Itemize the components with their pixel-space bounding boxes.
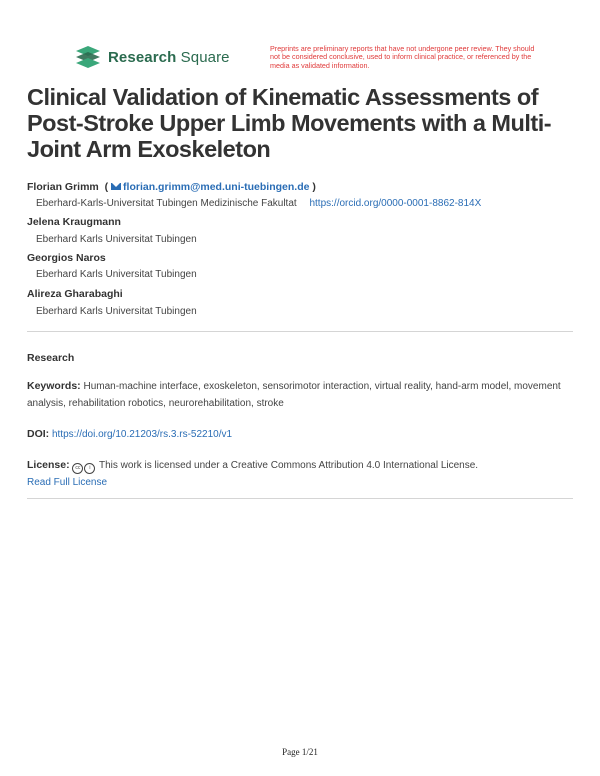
author-1-affiliation-row — [36, 198, 576, 209]
author-4-affiliation: Eberhard Karls Universitat Tubingen — [36, 306, 197, 317]
license-text: This work is licensed under a Creative Commons Attribution 4.0 International License. — [99, 460, 479, 471]
author-3-name: Georgios Naros — [27, 252, 106, 264]
author-1-email-link[interactable]: florian.grimm@med.uni-tuebingen.de — [123, 181, 310, 193]
author-1-name: Florian Grimm — [27, 181, 99, 193]
logo-text-square: Square — [180, 48, 230, 66]
article-type: Research — [27, 352, 75, 364]
logo-text-research: Research — [108, 48, 177, 66]
paper-title: Clinical Validation of Kinematic Assessments of Post-Stroke Upper Limb Movements with a Multi-Joint Arm Exoskeleton — [27, 84, 552, 162]
preprint-notice: Preprints are preliminary reports that have not undergone peer review. They should not be considered conclusive, used to inform clinical practice, or referenced by the media as validated information. — [270, 44, 535, 70]
author-1-affiliation: Eberhard-Karls-Universitat Tubingen Medizinische Fakultat — [36, 198, 297, 209]
keywords — [27, 378, 567, 412]
license — [27, 457, 567, 491]
author-2-name: Jelena Kraugmann — [27, 216, 121, 228]
author-4-name: Alireza Gharabaghi — [27, 288, 123, 300]
page-number: Page 1/21 — [282, 747, 318, 757]
read-full-license-link[interactable]: Read Full License — [27, 477, 108, 488]
doi — [27, 426, 567, 443]
author-2-affiliation: Eberhard Karls Universitat Tubingen — [36, 234, 197, 245]
logo[interactable] — [74, 46, 230, 68]
author-1-orcid-link[interactable]: https://orcid.org/0000-0001-8862-814X — [309, 198, 482, 209]
doi-link[interactable]: https://doi.org/10.21203/rs.3.rs-52210/v1 — [51, 429, 233, 440]
divider — [27, 331, 573, 332]
author-3-affiliation: Eberhard Karls Universitat Tubingen — [36, 269, 197, 280]
license-label: License: — [27, 459, 70, 471]
author-name — [27, 181, 316, 193]
research-square-logo-icon — [74, 46, 102, 68]
doi-label: DOI: — [27, 428, 50, 440]
envelope-icon — [111, 183, 121, 190]
divider-bottom — [27, 498, 573, 499]
creative-commons-icon: cc — [72, 463, 83, 474]
attribution-icon: i — [84, 463, 95, 474]
keywords-label: Keywords: — [27, 380, 81, 392]
keywords-text: Human-machine interface, exoskeleton, sensorimotor interaction, virtual reality, hand-arm model, movement analysis, rehabilitation robotics, neurorehabilitation, stroke — [27, 381, 561, 409]
logo-text — [108, 49, 230, 66]
author-1-email-wrap: ( florian.grimm@med.uni-tuebingen.de ) — [101, 181, 316, 193]
